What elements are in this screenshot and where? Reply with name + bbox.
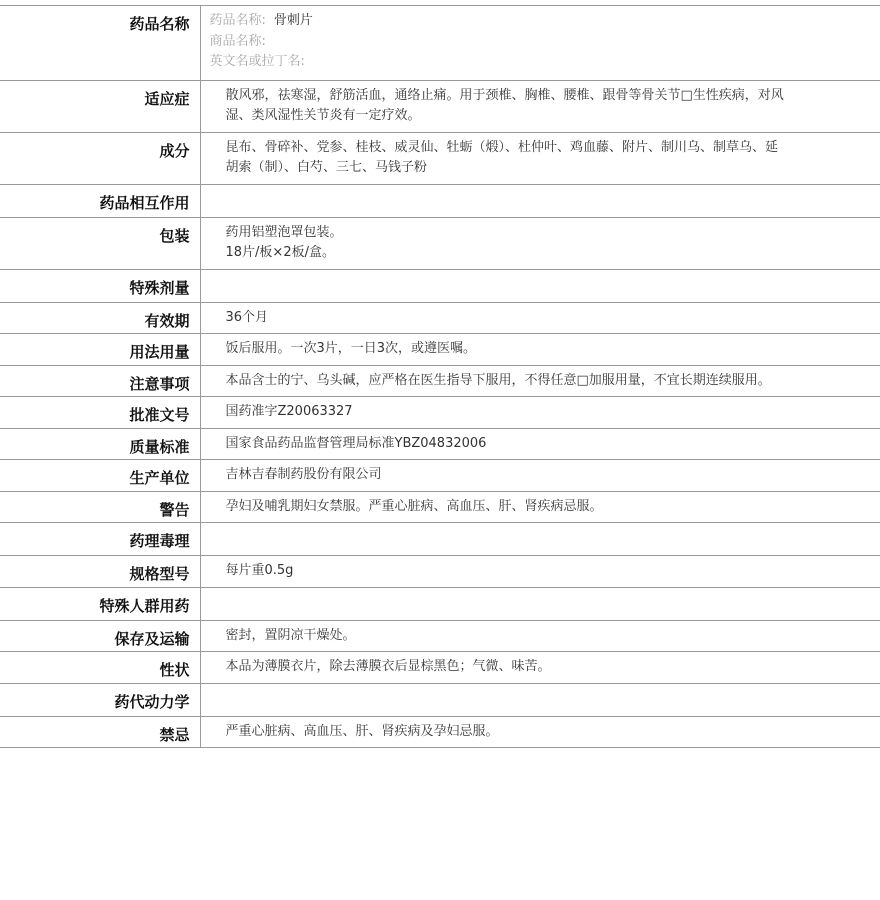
info-row-label: 规格型号: [0, 556, 200, 588]
info-row: [0, 716, 880, 748]
info-row: [0, 397, 880, 429]
info-row-label: 保存及运输: [0, 620, 200, 652]
info-row-label: 性状: [0, 652, 200, 684]
info-row-value: [200, 397, 880, 429]
info-row-label: 注意事项: [0, 365, 200, 397]
info-row-label: 适应症: [0, 80, 200, 132]
info-row-value: [200, 523, 880, 556]
info-row-label: 包装: [0, 217, 200, 269]
info-row-value-line: 本品含士的宁、乌头碱，应严格在医生指导下服用，不得任意□加服用量，不宜长期连续服用。: [225, 372, 771, 388]
drug-info-table: [0, 5, 880, 748]
info-row-value: [200, 269, 880, 302]
info-row: [0, 428, 880, 460]
info-row-value-line: 严重心脏病、高血压、肝、肾疾病及孕妇忌服。: [225, 723, 499, 739]
info-row-label: 有效期: [0, 302, 200, 334]
drug-names-label: 药品名称: [0, 6, 200, 81]
drug-info-table-body: [0, 6, 880, 748]
info-row: [0, 587, 880, 620]
info-row-label: 药品相互作用: [0, 184, 200, 217]
info-row-value: [200, 683, 880, 716]
info-row: [0, 217, 880, 269]
latin-name-key: 英文名或拉丁名:: [209, 54, 305, 69]
info-row: [0, 652, 880, 684]
info-row-value-line: 药用铝塑泡罩包装。: [225, 224, 343, 240]
info-row-label: 药代动力学: [0, 683, 200, 716]
trade-name-line: [210, 32, 871, 53]
info-row-value: [200, 302, 880, 334]
info-row-value-line: 饭后服用。一次3片，一日3次，或遵医嘱。: [225, 341, 477, 356]
info-row: [0, 80, 880, 132]
info-row: [0, 269, 880, 302]
info-row-value: [200, 587, 880, 620]
info-row-label: 质量标准: [0, 428, 200, 460]
info-row-value: [200, 217, 880, 269]
info-row-label: 警告: [0, 491, 200, 523]
latin-name-line: [210, 52, 871, 73]
info-row-value: [200, 132, 880, 184]
info-row-label: 用法用量: [0, 334, 200, 366]
info-row-value: [200, 460, 880, 492]
info-row-value-line: 国家食品药品监督管理局标准YBZ04832006: [225, 435, 487, 451]
info-row-value: [200, 80, 880, 132]
drug-names-cell: [200, 6, 880, 81]
info-row: [0, 620, 880, 652]
info-row-value: [200, 652, 880, 684]
info-row: [0, 491, 880, 523]
info-row-label: 药理毒理: [0, 523, 200, 556]
generic-name-key: 药品名称:: [209, 13, 266, 28]
info-row-value: [200, 491, 880, 523]
info-row-value: [200, 184, 880, 217]
info-row-value: [200, 620, 880, 652]
info-row: [0, 302, 880, 334]
info-row-value-line: 国药准字Z20063327: [225, 404, 353, 419]
info-row-label: 批准文号: [0, 397, 200, 429]
info-row: [0, 184, 880, 217]
generic-name-line: [210, 11, 871, 32]
info-row-value-line: 孕妇及哺乳期妇女禁服。严重心脏病、高血压、肝、肾疾病忌服。: [225, 498, 603, 514]
info-row-label: 成分: [0, 132, 200, 184]
info-row-value-line: 昆布、骨碎补、党参、桂枝、威灵仙、牡蛎（煅）、杜仲叶、鸡血藤、附片、制川乌、制草乌、延胡索（制）、白芍、三七、马钱子粉: [225, 139, 779, 175]
info-row: [0, 460, 880, 492]
info-row-label: 特殊人群用药: [0, 587, 200, 620]
info-row-value: [200, 556, 880, 588]
info-row-value-line: 散风邪，祛寒湿，舒筋活血，通络止痛。用于颈椎、胸椎、腰椎、跟骨等骨关节□生性疾病，对风湿、类风湿性关节炎有一定疗效。: [225, 87, 784, 123]
info-row-value-line: 每片重0.5g: [225, 563, 294, 578]
info-row-label: 禁忌: [0, 716, 200, 748]
info-row-value: [200, 428, 880, 460]
info-row: [0, 683, 880, 716]
drug-names-row: [0, 6, 880, 81]
info-row-value-line: 密封，置阴凉干燥处。: [225, 627, 356, 643]
trade-name-key: 商品名称:: [209, 33, 266, 49]
info-row: [0, 523, 880, 556]
info-row-label: 生产单位: [0, 460, 200, 492]
info-row: [0, 334, 880, 366]
info-row-value-line: 本品为薄膜衣片，除去薄膜衣后显棕黑色；气微、味苦。: [225, 659, 551, 674]
info-row-label: 特殊剂量: [0, 269, 200, 302]
info-row-value: [200, 334, 880, 366]
info-row: [0, 365, 880, 397]
info-row-value: [200, 365, 880, 397]
info-row-value-line: 吉林吉春制药股份有限公司: [225, 467, 382, 482]
info-row-value-line: 18片/板×2板/盒。: [225, 245, 335, 260]
info-row-value-line: 36个月: [225, 309, 269, 325]
info-row: [0, 556, 880, 588]
generic-name-value: 骨刺片: [273, 13, 313, 28]
info-row: [0, 132, 880, 184]
info-row-value: [200, 716, 880, 748]
